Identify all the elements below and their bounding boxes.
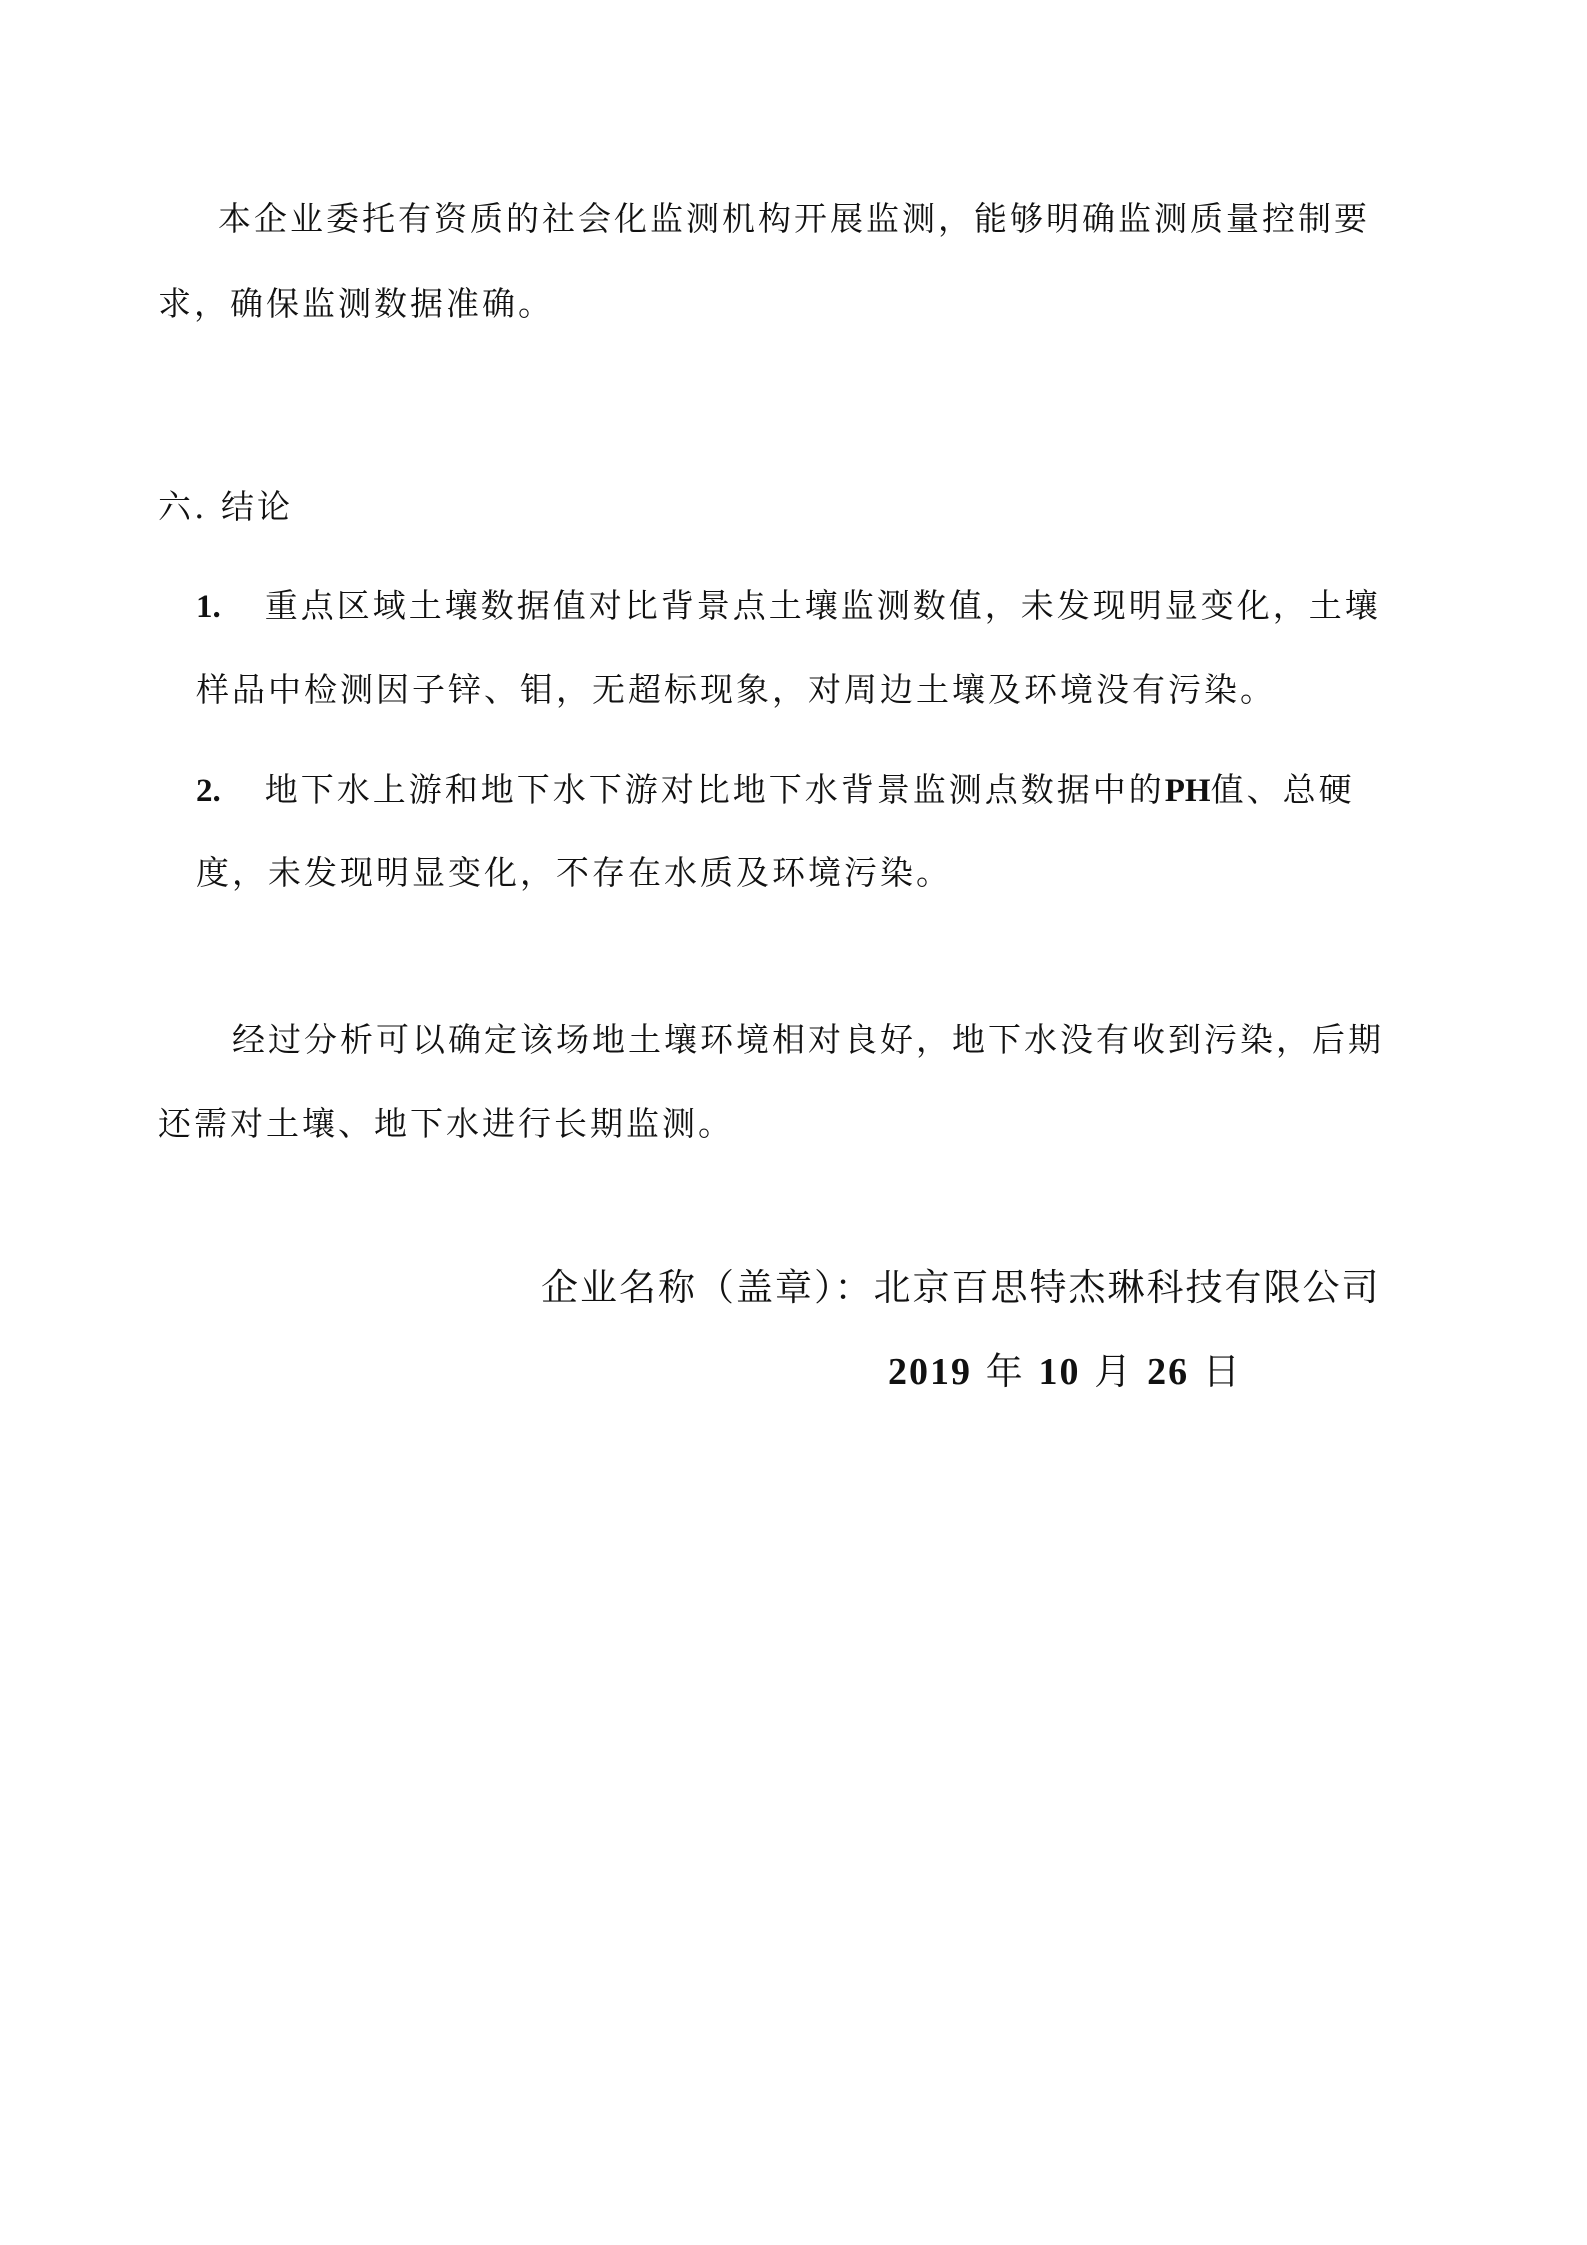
item-2-text-before: 地下水上游和地下水下游对比地下水背景监测点数据中的 (264, 770, 1165, 809)
section-heading: 六. 结论 (158, 487, 293, 526)
date-year: 2019 (888, 1351, 972, 1393)
date-line (888, 1350, 1242, 1394)
date-year-unit: 年 (985, 1350, 1025, 1393)
date-day-unit: 日 (1202, 1350, 1242, 1393)
date-month-unit: 月 (1094, 1350, 1134, 1393)
company-name: 北京百思特杰琳科技有限公司 (873, 1266, 1381, 1309)
item-2-ph: PH (1164, 773, 1211, 809)
item-1-text-line1: 重点区域土壤数据值对比背景点土壤监测数值，未发现明显变化，土壤 (264, 586, 1381, 625)
item-2-text-after: 值、总硬 (1210, 770, 1355, 809)
item-1-line2: 样品中检测因子锌、钼，无超标现象，对周边土壤及环境没有污染。 (196, 670, 1276, 709)
paragraph1-line2: 求，确保监测数据准确。 (158, 284, 554, 323)
item-2-line2: 度，未发现明显变化，不存在水质及环境污染。 (196, 853, 952, 892)
item-2-number: 2. (196, 773, 221, 809)
signature-line (541, 1266, 1381, 1310)
date-month: 10 (1038, 1351, 1081, 1393)
paragraph2-line1: 经过分析可以确定该场地土壤环境相对良好，地下水没有收到污染，后期 (232, 1020, 1384, 1059)
item-1-number: 1. (196, 589, 221, 625)
item-2-line1 (196, 770, 1355, 811)
paragraph2-line2: 还需对土壤、地下水进行长期监测。 (158, 1104, 734, 1143)
signature-label: 企业名称（盖章）： (541, 1266, 874, 1309)
item-1-line1 (196, 586, 1381, 627)
paragraph1-line1: 本企业委托有资质的社会化监测机构开展监测，能够明确监测质量控制要 (218, 199, 1370, 238)
date-day: 26 (1147, 1351, 1190, 1393)
